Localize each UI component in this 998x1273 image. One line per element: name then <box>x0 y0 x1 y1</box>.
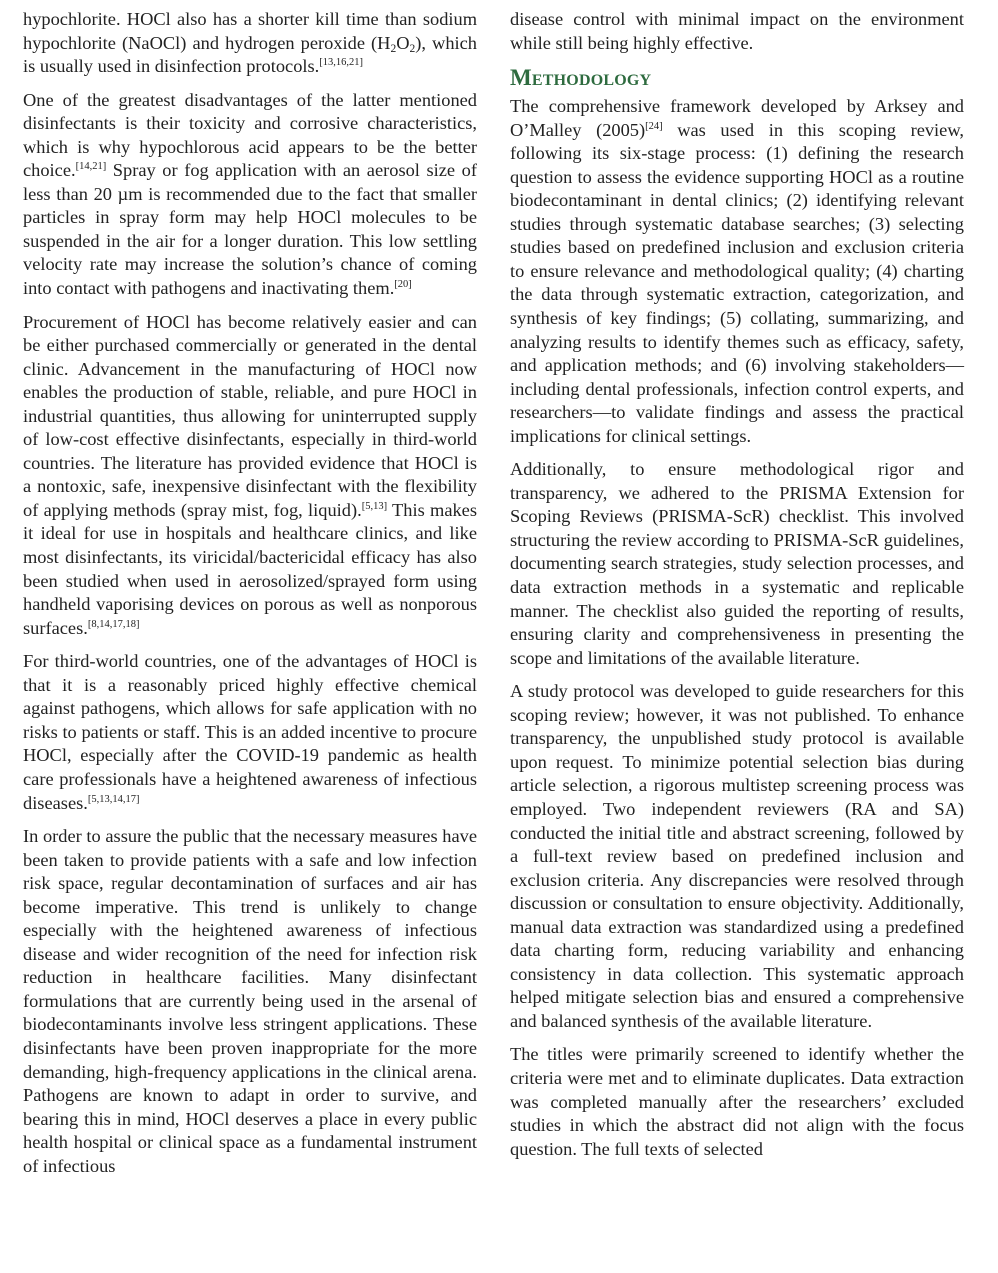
citation: [5,13,14,17] <box>87 793 140 805</box>
paragraph-text: O <box>396 32 410 53</box>
paragraph-text: The comprehensive framework developed by Arksey and O’Malley (2005) <box>510 96 964 140</box>
citation: [8,14,17,18] <box>87 618 140 630</box>
citation: [13,16,21] <box>319 57 364 69</box>
paragraph-text: Procurement of HOCl has become relatively easier and can be either purchased commercially or generated in the dental clinic. Advancement in the manufacturing of HOCl now enables the production of stable, reliable, and pure HOCl in industrial quantities, thus allowing for uninterrupted supply of low-cost effective disinfectants, especially in third-world countries. The literature has provided evidence that HOCl is a nontoxic, safe, inexpensive disinfectant with the flexibility of applying methods (spray mist, fog, liquid). <box>23 311 477 520</box>
paragraph-third-world <box>23 650 477 815</box>
paragraph-hocl-kill-time <box>23 8 477 79</box>
citation: [14,21] <box>75 161 107 173</box>
paragraph-text: Spray or fog application with an aerosol size of less than 20 µm is recommended due to the fact that smaller particles in spray form may help HOCl molecules to be suspended in the air for a longer duration. This low settling velocity rate may increase the solution’s chance of coming into contact with pathogens and inactivating them. <box>23 160 477 299</box>
paragraph-public-assurance: In order to assure the public that the necessary measures have been taken to provide patients with a safe and low infection risk space, regular decontamination of surfaces and air has become imperative. This trend is unlikely to change especially with the heightened awareness of infectious disease and wider recognition of the need for infection risk reduction in healthcare facilities. Many disinfectant formulations that are currently being used in the arsenal of biodecontaminants involve less stringent applications. These disinfectants have been proven inappropriate for the more demanding, high-frequency applications in the clinical arena. Pathogens are known to adapt in order to survive, and bearing this in mind, HOCl deserves a place in every public health hospital or clinical space as a fundamental instrument of infectious <box>23 826 477 1176</box>
subscript: 2 <box>409 42 416 55</box>
paragraph-text: ), which is usually used in disinfection protocols. <box>23 32 477 77</box>
paragraph-text: One of the greatest disadvantages of the latter mentioned disinfectants is their toxicity and corrosive characteristics, which is why hypochlorous acid appears to be the better choice. <box>23 89 477 181</box>
left-column <box>23 8 477 1178</box>
citation: [24] <box>645 120 663 132</box>
paragraph-disadvantages <box>23 89 477 301</box>
paragraph-title-screening: The titles were primarily screened to identify whether the criteria were met and to eliminate duplicates. Data extraction was completed manually after the researchers’ excluded studies in which the abstract did not align with the focus question. The full texts of selected <box>510 1044 964 1159</box>
paragraph-prisma: Additionally, to ensure methodological rigor and transparency, we adhered to the PRISMA Extension for Scoping Reviews (PRISMA-ScR) checklist. This involved structuring the review according to PRISMA-ScR guidelines, documenting search strategies, study selection processes, and data extraction methods in a systematic and replicable manner. The checklist also guided the reporting of results, ensuring clarity and comprehensiveness in presenting the scope and limitations of the available literature. <box>510 459 964 668</box>
subscript: 2 <box>390 42 397 55</box>
paragraph-framework <box>510 95 964 448</box>
right-column <box>510 8 964 1161</box>
paragraph-disease-control: disease control with minimal impact on the environment while still being highly effective. <box>510 9 964 53</box>
section-heading-methodology: Methodology <box>510 65 652 91</box>
paragraph-text: was used in this scoping review, following its six-stage process: (1) defining the research question to assess the evidence supporting HOCl as a routine biodecontaminant in dental clinics; (2) identifying relevant studies through systematic database searches; (3) selecting studies based on predefined inclusion and exclusion criteria to ensure relevance and methodological quality; (4) charting the data through systematic extraction, categorization, and synthesis of key findings; (5) collating, summarizing, and analyzing results to identify themes such as efficacy, safety, and application methods; and (6) involving stakeholders—including dental professionals, infection control experts, and researchers—to validate findings and assess the practical implications for clinical settings. <box>510 119 965 446</box>
paragraph-study-protocol: A study protocol was developed to guide researchers for this scoping review; however, it was not published. To enhance transparency, the unpublished study protocol is available upon request. To minimize potential selection bias during article selection, a rigorous multistep screening process was employed. Two independent reviewers (RA and SA) conducted the initial title and abstract screening, followed by a full-text review based on predefined inclusion and exclusion criteria. Any discrepancies were resolved through discussion or consultation to ensure objectivity. Additionally, manual data extraction was standardized using a predefined data charting form, reducing variability and enhancing consistency in data collection. This systematic approach helped mitigate selection bias and ensured a comprehensive and balanced synthesis of the available literature. <box>510 681 964 1031</box>
paragraph-text: hypochlorite. HOCl also has a shorter kill time than sodium hypochlorite (NaOCl) and hydrogen peroxide (H <box>23 9 477 53</box>
paragraph-text: For third-world countries, one of the advantages of HOCl is that it is a reasonably priced highly effective chemical against pathogens, which allows for safe application with no risks to patients or staff. This is an added incentive to procure HOCl, especially after the COVID-19 pandemic as health care professionals have a heightened awareness of infectious diseases. <box>23 651 477 813</box>
paragraph-text: This makes it ideal for use in hospitals and healthcare clinics, and like most disinfectants, its viricidal/bactericidal efficacy has also been studied when used in aerosolized/sprayed form using handheld vaporising devices on porous as well as nonporous surfaces. <box>23 499 477 638</box>
paragraph-procurement <box>23 311 477 641</box>
citation: [5,13] <box>361 500 388 512</box>
citation: [20] <box>394 279 412 291</box>
